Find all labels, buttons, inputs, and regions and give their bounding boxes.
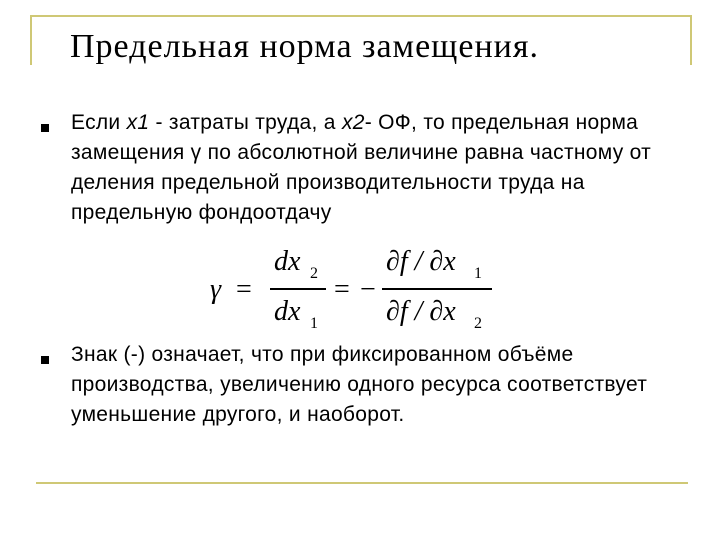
formula-den1-sub: 1 xyxy=(310,315,318,332)
formula-fraction-bar-2 xyxy=(382,288,492,290)
bullet-marker-2 xyxy=(41,356,49,364)
formula-den2-sub: 2 xyxy=(474,315,482,332)
slide-title: Предельная норма замещения. xyxy=(70,28,539,65)
formula-equals-2: = xyxy=(334,274,350,305)
frame-right-line xyxy=(690,15,692,65)
marginal-rate-formula xyxy=(208,242,508,334)
formula-num2: ∂f / ∂x xyxy=(386,246,456,277)
formula-fraction-bar-1 xyxy=(270,288,326,290)
frame-bottom-line xyxy=(36,482,688,484)
formula-num2-sub: 1 xyxy=(474,265,482,282)
bullet-marker-1 xyxy=(41,124,49,132)
variable-x2: x2 xyxy=(341,111,365,134)
bullet-text-2: Знак (-) означает, что при фиксированном объёме производства, увеличению одного ресурса соответствует уменьшение другого, и наоборот. xyxy=(71,343,648,426)
formula-equals-1: = xyxy=(236,274,252,305)
bullet-1-part-c: - ОФ, то предельная норма замещения γ по абсолютной величине равна частному от деления предельной производительности труда на предельную фондоотдачу xyxy=(71,111,652,224)
bullet-text-1 xyxy=(71,108,691,228)
bullet-1-part-a: Если xyxy=(71,111,127,134)
formula-den1: dx xyxy=(274,296,301,327)
formula-gamma: γ xyxy=(210,274,222,305)
formula-den2: ∂f / ∂x xyxy=(386,296,456,327)
frame-left-line xyxy=(30,15,32,65)
formula-num1: dx xyxy=(274,246,301,277)
variable-x1: x1 xyxy=(126,111,150,134)
formula-minus: − xyxy=(360,274,376,305)
frame-top-line xyxy=(30,15,692,17)
formula-num1-sub: 2 xyxy=(310,265,318,282)
bullet-1-part-b: - затраты труда, а xyxy=(149,111,342,134)
